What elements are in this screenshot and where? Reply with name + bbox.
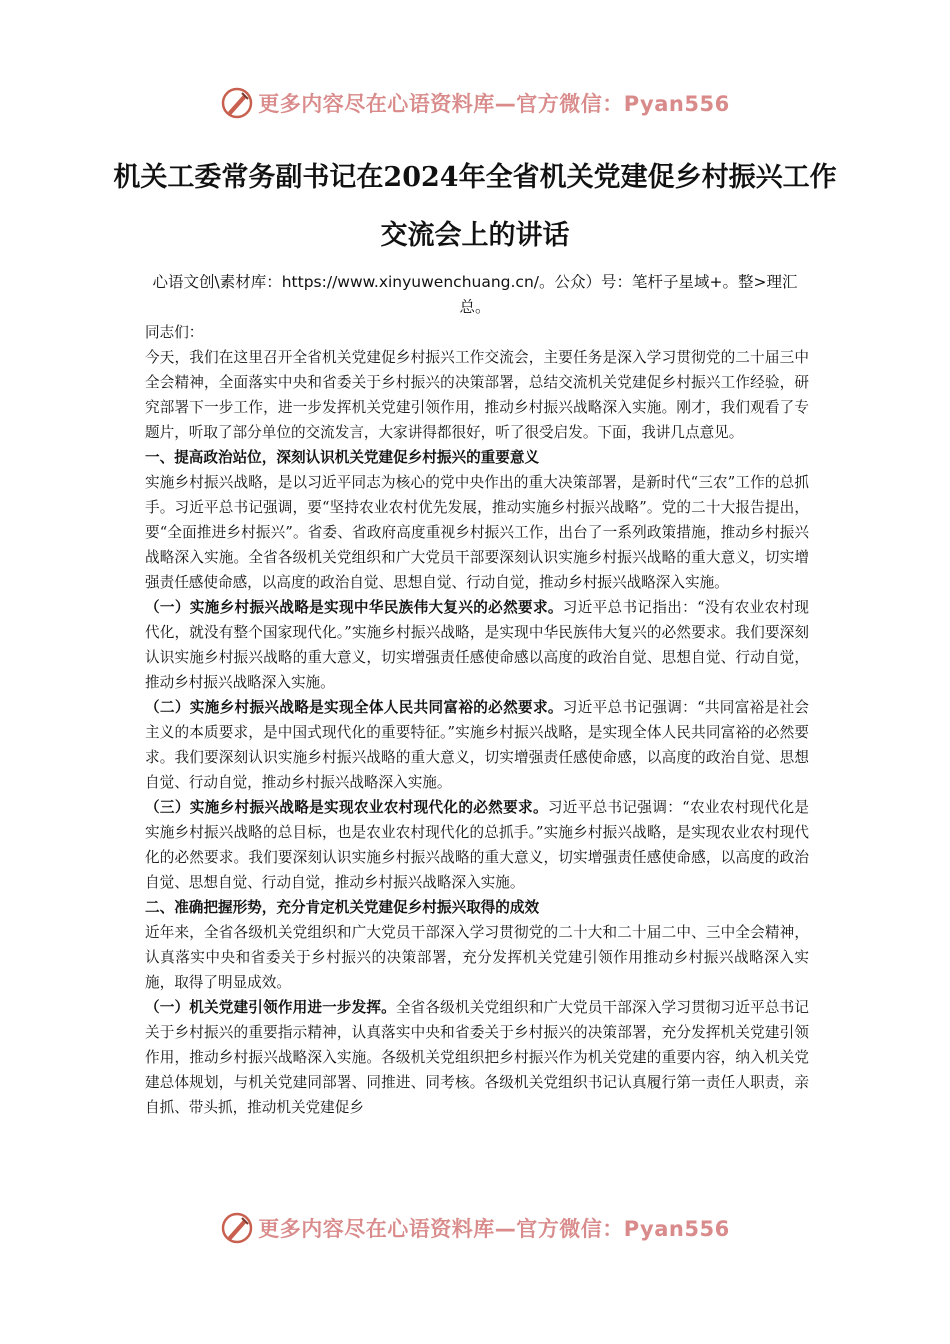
document-title: 机关工委常务副书记在2024年全省机关党建促乡村振兴工作交流会上的讲话: [113, 162, 837, 251]
point-lead: （三）实施乡村振兴战略是实现农业农村现代化的必然要求。: [145, 799, 548, 816]
section-1-point-3: [145, 795, 809, 895]
source-note: 心语文创\素材库：https://www.xinyuwenchuang.cn/。公众）号：笔杆子星域+。整>理汇总。: [152, 273, 798, 316]
point-text: 习近平总书记强调：“农业农村现代化是实施乡村振兴战略的总目标，也是农业农村现代化的总抓手。”实施乡村振兴战略，是实现农业农村现代化的必然要求。我们要深刻认识实施乡村振兴战略的重大意义，切实增强责任感使命感，以高度的政治自觉、思想自觉、行动自觉，推动乡村振兴战略深入实施。: [145, 799, 809, 891]
intro-paragraph: 今天，我们在这里召开全省机关党建促乡村振兴工作交流会，主要任务是深入学习贯彻党的二十届三中全会精神，全面落实中央和省委关于乡村振兴的决策部署，总结交流机关党建促乡村振兴工作经验，研究部署下一步工作，进一步发挥机关党建引领作用，推动乡村振兴战略深入实施。刚才，我们观看了专题片，听取了部分单位的交流发言，大家讲得都很好，听了很受启发。下面，我讲几点意见。: [145, 349, 809, 441]
brand-banner-text: 更多内容尽在心语资料库—官方微信：Pyan556: [258, 92, 730, 116]
document-body: [145, 320, 809, 1192]
point-text: 全省各级机关党组织和广大党员干部深入学习贯彻习近平总书记关于乡村振兴的重要指示精神，认真落实中央和省委关于乡村振兴的决策部署，充分发挥机关党建引领作用，推动乡村振兴战略深入实施。各级机关党组织把乡村振兴作为机关党建的重要内容，纳入机关党建总体规划，与机关党建同部署、同推进、同考核。各级机关党组织书记认真履行第一责任人职责，亲自抓、带头抓，推动机关党建促乡: [145, 999, 809, 1116]
point-lead: （二）实施乡村振兴战略是实现全体人民共同富裕的必然要求。: [145, 699, 563, 716]
section-1-paragraph: 实施乡村振兴战略，是以习近平同志为核心的党中央作出的重大决策部署，是新时代“三农”工作的总抓手。习近平总书记强调，要“坚持农业农村优先发展，推动实施乡村振兴战略”。党的二十大报告提出，要“全面推进乡村振兴”。省委、省政府高度重视乡村振兴工作，出台了一系列政策措施，推动乡村振兴战略深入实施。全省各级机关党组织和广大党员干部要深刻认识实施乡村振兴战略的重大意义，切实增强责任感使命感，以高度的政治自觉、思想自觉、行动自觉，推动乡村振兴战略深入实施。: [145, 474, 809, 591]
brand-logo-icon: [220, 86, 254, 120]
section-1-point-1: [145, 595, 809, 695]
brand-logo-icon: [220, 1211, 254, 1245]
section-1-heading: 一、提高政治站位，深刻认识机关党建促乡村振兴的重要意义: [145, 449, 540, 466]
section-2-paragraph: 近年来，全省各级机关党组织和广大党员干部深入学习贯彻党的二十大和二十届二中、三中全会精神，认真落实中央和省委关于乡村振兴的决策部署，充分发挥机关党建引领作用推动乡村振兴战略深入实施，取得了明显成效。: [145, 924, 809, 991]
point-lead: （一）机关党建引领作用进一步发挥。: [145, 999, 396, 1016]
point-lead: （一）实施乡村振兴战略是实现中华民族伟大复兴的必然要求。: [145, 599, 563, 616]
brand-banner-text: 更多内容尽在心语资料库—官方微信：Pyan556: [258, 1217, 730, 1241]
brand-banner-top: [0, 83, 950, 123]
point-text: 习近平总书记强调：“共同富裕是社会主义的本质要求，是中国式现代化的重要特征。”实施乡村振兴战略，是实现全体人民共同富裕的必然要求。我们要深刻认识实施乡村振兴战略的重大意义，切实增强责任感使命感，以高度的政治自觉、思想自觉、行动自觉，推动乡村振兴战略深入实施。: [145, 699, 809, 791]
point-text: 习近平总书记指出：“没有农业农村现代化，就没有整个国家现代化。”实施乡村振兴战略，是实现中华民族伟大复兴的必然要求。我们要深刻认识实施乡村振兴战略的重大意义，切实增强责任感使命感以高度的政治自觉、思想自觉、行动自觉，推动乡村振兴战略深入实施。: [145, 599, 809, 691]
salutation: 同志们：: [145, 324, 204, 341]
section-1-point-2: [145, 695, 809, 795]
brand-banner-bottom: [0, 1208, 950, 1248]
section-2-point-1: [145, 995, 809, 1120]
section-2-heading: 二、准确把握形势，充分肯定机关党建促乡村振兴取得的成效: [145, 899, 540, 916]
